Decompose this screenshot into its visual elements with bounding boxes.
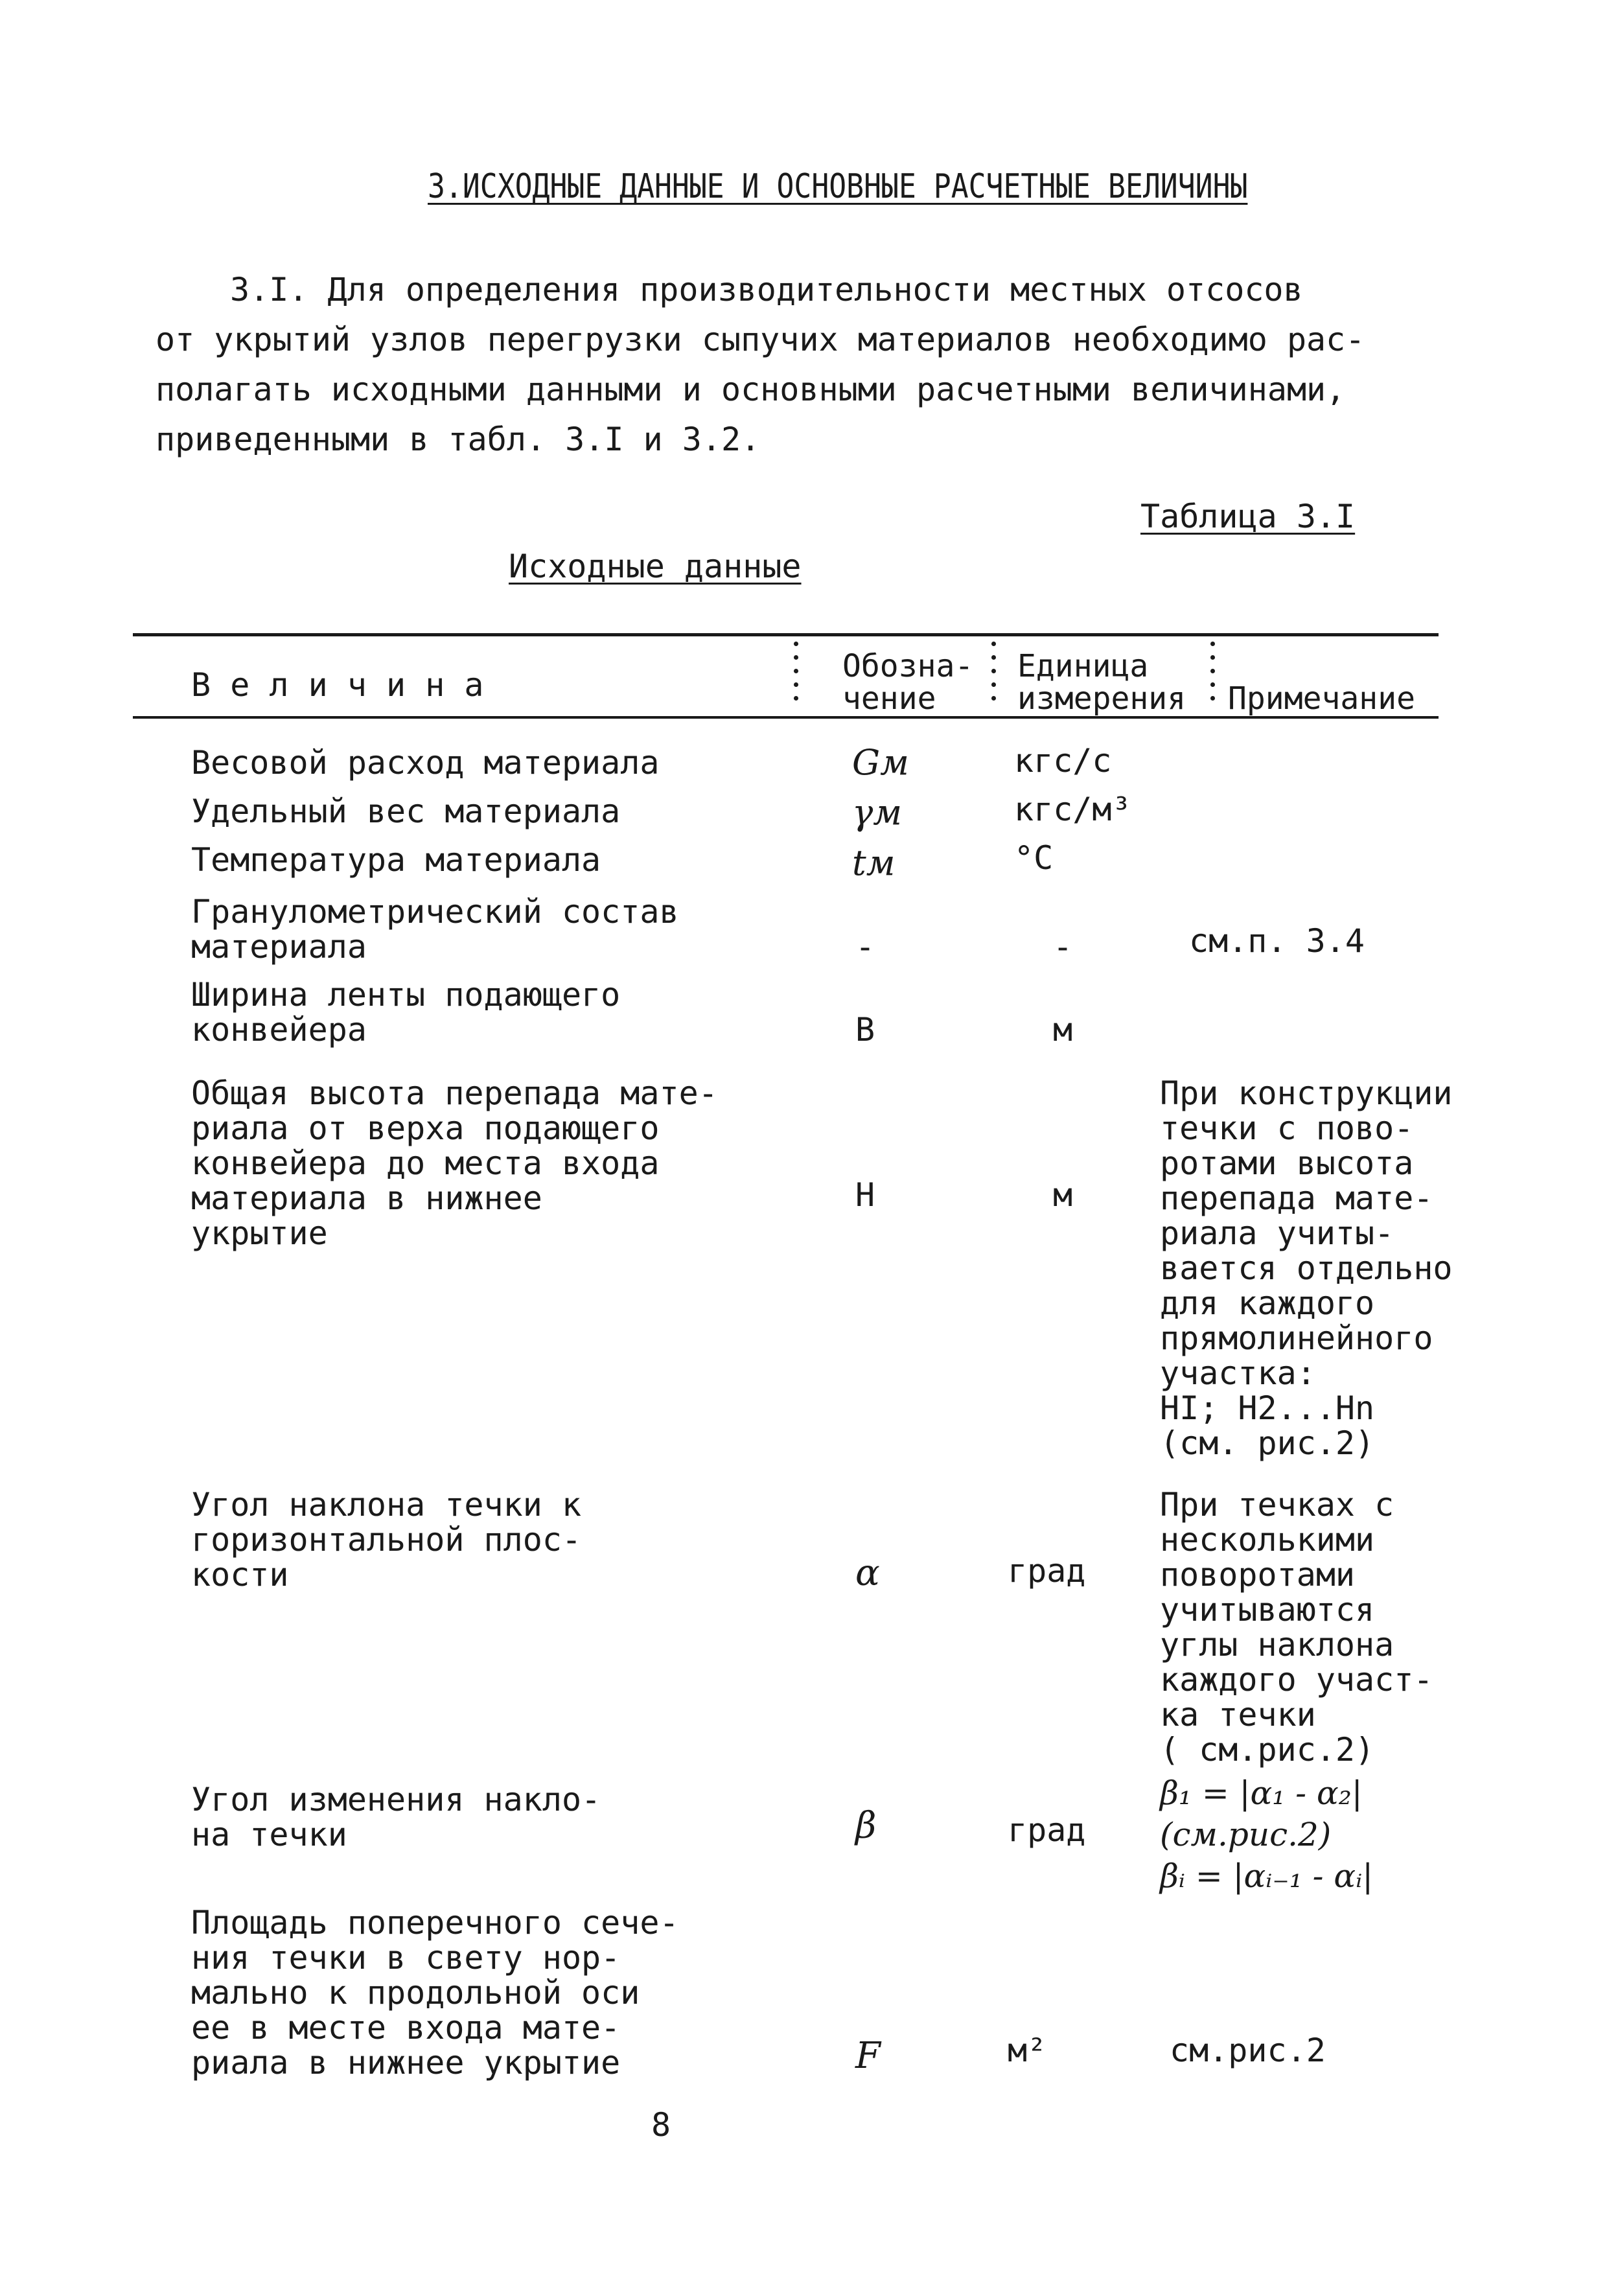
row-9-quantity: Площадь поперечного сече- ния течки в свету нор- мально к продольной оси ее в месте входа мате- риала в нижнее укрытие <box>191 1904 679 2081</box>
header-unit-line-2: измерения <box>1017 680 1186 717</box>
row-1-unit: кгс/с <box>1014 742 1112 780</box>
row-1-symbol: Gм <box>852 742 909 783</box>
row-7-unit: град <box>1008 1552 1086 1590</box>
row-6-note: При конструкции течки с пово- ротами высота перепада мате- риала учиты- вается отдельно для каждого прямолинейного участка: НI; Н2...Нn (см. рис.2) <box>1160 1074 1453 1462</box>
row-4-note: см.п. 3.4 <box>1189 922 1365 960</box>
row-6-quantity: Общая высота перепада мате- риала от верха подающего конвейера до места входа материала в нижнее укрытие <box>191 1074 718 1252</box>
row-3-unit: °С <box>1014 839 1054 877</box>
header-note: Примечание <box>1228 680 1415 717</box>
row-8-note: β₁ = |α₁ - α₂| (см.рис.2) βᵢ = |αᵢ₋₁ - αᵢ| <box>1160 1774 1374 1895</box>
paragraph-line-4: приведенными в табл. 3.I и 3.2. <box>156 421 761 458</box>
row-5-unit: м <box>1053 1011 1073 1049</box>
row-2-quantity: Удельный вес материала <box>191 793 621 830</box>
header-unit-line-1: Единица <box>1017 648 1149 684</box>
row-4-symbol: - <box>855 928 875 966</box>
row-2-symbol: γм <box>852 792 903 833</box>
row-5-quantity: Ширина ленты подающего конвейера <box>191 976 621 1049</box>
row-4-quantity: Гранулометрический состав материала <box>191 893 679 966</box>
row-9-unit: м² <box>1008 2032 1047 2069</box>
row-8-quantity: Угол изменения накло- на течки <box>191 1781 601 1853</box>
header-separator-2 <box>991 642 997 710</box>
row-7-symbol: α <box>855 1552 880 1594</box>
row-3-symbol: tм <box>852 842 896 883</box>
header-separator-3 <box>1210 642 1216 710</box>
section-title: 3.ИСХОДНЫЕ ДАННЫЕ И ОСНОВНЫЕ РАСЧЕТНЫЕ ВЕЛИЧИНЫ <box>428 167 1248 206</box>
table-label: Таблица 3.I <box>1140 498 1356 535</box>
row-8-symbol: β <box>855 1805 877 1847</box>
page-number: 8 <box>651 2106 671 2144</box>
row-9-symbol: F <box>855 2035 881 2077</box>
row-4-unit: - <box>1053 928 1073 966</box>
header-separator-1 <box>794 642 799 710</box>
table-title: Исходные данные <box>509 548 802 585</box>
paragraph-line-1: 3.I. Для определения производительности местных отсосов <box>230 271 1303 308</box>
row-3-quantity: Температура материала <box>191 841 601 879</box>
row-6-symbol: Н <box>855 1176 875 1214</box>
header-symbol-line-2: чение <box>842 680 936 717</box>
paragraph-line-3: полагать исходными данными и основными расчетными величинами, <box>156 371 1346 408</box>
header-symbol-line-1: Обозна- <box>842 648 974 684</box>
paragraph-line-2: от укрытий узлов перегрузки сыпучих материалов необходимо рас- <box>156 321 1365 358</box>
row-7-note: При течках с несколькими поворотами учитываются углы наклона каждого участ- ка течки ( см.рис.2) <box>1160 1486 1433 1768</box>
row-8-unit: град <box>1008 1811 1086 1849</box>
header-quantity: В е л и ч и н а <box>191 666 484 704</box>
row-1-quantity: Весовой расход материала <box>191 744 660 782</box>
row-5-symbol: В <box>855 1011 875 1049</box>
row-6-unit: м <box>1053 1176 1073 1214</box>
row-7-quantity: Угол наклона течки к горизонтальной плос- кости <box>191 1486 582 1594</box>
table-top-rule <box>133 633 1439 636</box>
row-9-note: см.рис.2 <box>1170 2032 1326 2069</box>
row-2-unit: кгс/м³ <box>1014 791 1131 828</box>
